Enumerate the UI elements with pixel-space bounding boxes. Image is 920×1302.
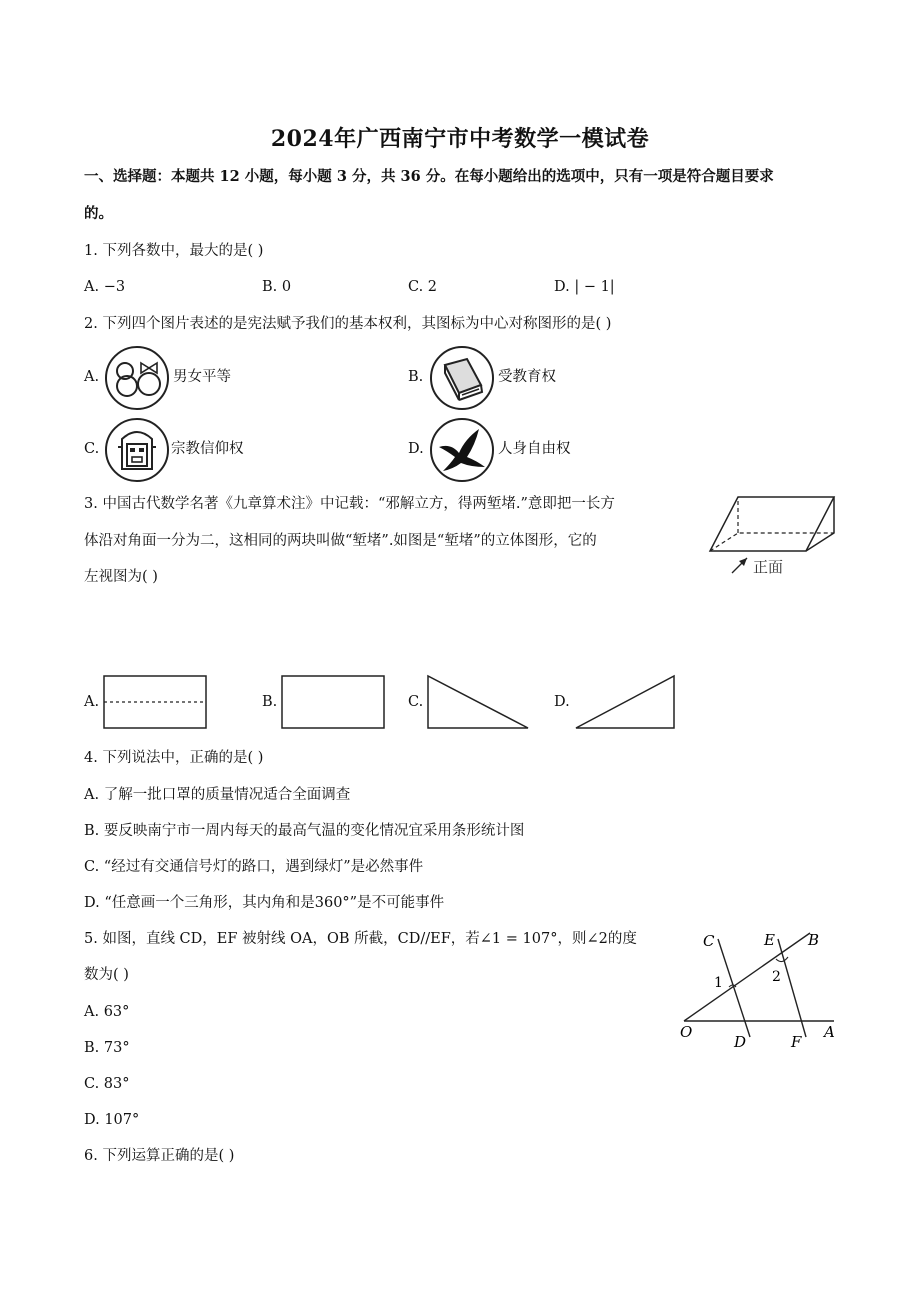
- angle-1-label: 1: [714, 975, 723, 991]
- question-1-option-b: B. 0: [262, 279, 292, 295]
- question-5-option-c: C. 83°: [84, 1076, 130, 1092]
- option-d-triangle: [570, 672, 680, 732]
- angle-2-label: 2: [772, 969, 781, 985]
- question-3-option-a-letter: A.: [84, 694, 100, 710]
- question-5-option-d: D. 107°: [84, 1112, 140, 1128]
- question-3-option-c-letter: C.: [408, 694, 424, 710]
- option-a-rectangle-dashed: [100, 672, 210, 732]
- label-a: A: [824, 1023, 835, 1041]
- question-1-stem: 1. 下列各数中，最大的是( ): [84, 243, 264, 259]
- question-4-option-c: C. “经过有交通信号灯的路口，遇到绿灯”是必然事件: [84, 859, 424, 875]
- gender-equality-icon: [104, 345, 170, 411]
- parallel-lines-figure: [672, 925, 842, 1055]
- question-2-option-b-caption: 受教育权: [498, 369, 556, 385]
- question-1-option-a: A. −3: [84, 279, 126, 295]
- question-2-option-c-letter: C.: [84, 441, 100, 457]
- label-d: D: [734, 1033, 747, 1051]
- section-heading-line2: 的。: [84, 205, 113, 222]
- bird-icon: [429, 417, 495, 483]
- book-icon: [429, 345, 495, 411]
- question-4-option-b: B. 要反映南宁市一周内每天的最高气温的变化情况宜采用条形统计图: [84, 823, 525, 839]
- question-4-option-d: D. “任意画一个三角形，其内角和是360°”是不可能事件: [84, 895, 445, 911]
- question-5-option-b: B. 73°: [84, 1040, 130, 1056]
- question-3-option-b-letter: B.: [262, 694, 278, 710]
- label-c: C: [703, 932, 715, 950]
- page-title: 2024年广西南宁市中考数学一模试卷: [270, 126, 650, 152]
- question-6-stem: 6. 下列运算正确的是( ): [84, 1148, 235, 1164]
- label-e: E: [764, 931, 775, 949]
- question-3-line1: 3. 中国古代数学名著《九章算术注》中记载：“邪解立方，得两堑堵.”意即把一长方: [84, 496, 615, 512]
- question-3-option-d-letter: D.: [554, 694, 570, 710]
- question-5-line2: 数为( ): [84, 967, 129, 983]
- label-o: O: [680, 1023, 693, 1041]
- question-2-stem: 2. 下列四个图片表述的是宪法赋予我们的基本权利，其图标为中心对称图形的是( ): [84, 316, 612, 332]
- question-5-line1: 5. 如图，直线 CD，EF 被射线 OA，OB 所截，CD//EF，若∠1 = 107°，则∠2的度: [84, 931, 637, 947]
- question-2-option-c-caption: 宗教信仰权: [171, 441, 244, 457]
- question-2-option-b-letter: B.: [408, 369, 424, 385]
- question-3-line3: 左视图为( ): [84, 569, 158, 585]
- section-heading-line1: 一、选择题：本题共 12 小题，每小题 3 分，共 36 分。在每小题给出的选项中，只有一项是符合题目要求: [84, 168, 774, 185]
- qiandu-solid-figure: [700, 488, 840, 583]
- question-4-stem: 4. 下列说法中，正确的是( ): [84, 750, 264, 766]
- question-2-option-d-caption: 人身自由权: [498, 441, 571, 457]
- question-1-option-c: C. 2: [408, 279, 438, 295]
- religious-mask-icon: [104, 417, 170, 483]
- option-c-triangle: [424, 672, 534, 732]
- question-1-option-d: D. | − 1|: [554, 279, 615, 295]
- front-view-label: 正面: [753, 558, 784, 576]
- question-4-option-a: A. 了解一批口罩的质量情况适合全面调查: [84, 787, 351, 803]
- label-b: B: [808, 931, 820, 949]
- question-2-option-d-letter: D.: [408, 441, 424, 457]
- question-2-option-a-caption: 男女平等: [173, 369, 231, 385]
- question-3-line2: 体沿对角面一分为二，这相同的两块叫做“堑堵”.如图是“堑堵”的立体图形，它的: [84, 533, 597, 549]
- question-5-option-a: A. 63°: [84, 1004, 130, 1020]
- label-f: F: [791, 1033, 802, 1051]
- option-b-rectangle: [278, 672, 388, 732]
- question-2-option-a-letter: A.: [84, 369, 100, 385]
